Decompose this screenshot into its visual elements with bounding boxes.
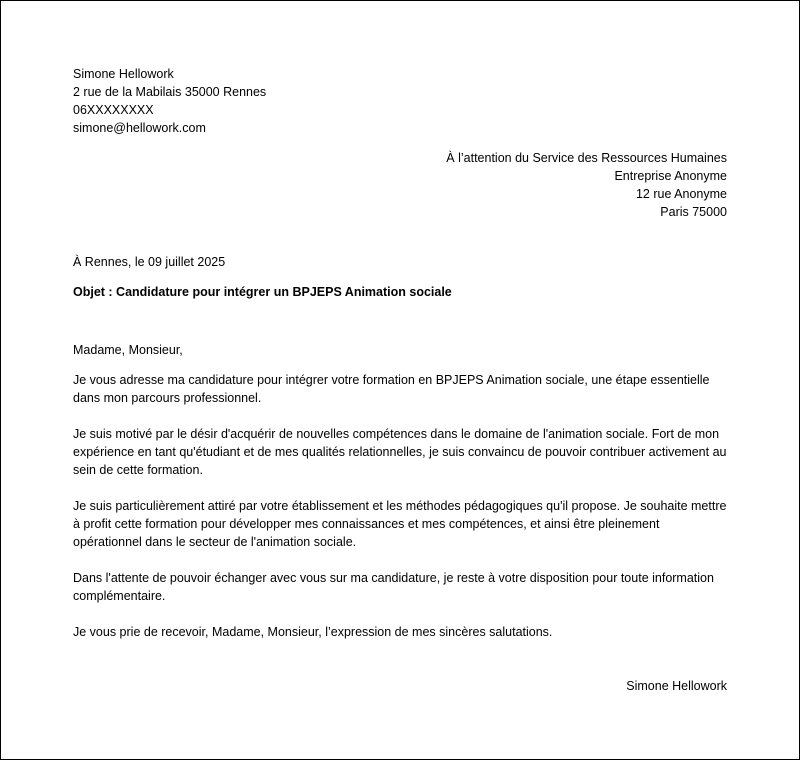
recipient-company: Entreprise Anonyme [614,169,727,183]
letter-body [73,371,729,659]
sender-name: Simone Hellowork [73,67,174,81]
letter-subject: Objet : Candidature pour intégrer un BPJEPS Animation sociale [73,285,452,299]
sender-address: 2 rue de la Mabilais 35000 Rennes [73,85,267,99]
recipient-block [446,149,727,221]
sender-email: simone@hellowork.com [73,121,206,135]
body-paragraph: Je suis motivé par le désir d'acquérir de nouvelles compétences dans le domaine de l'animation sociale. Fort de mon expérience en tant qu'étudiant et de mes qualités relationnelles, je suis convaincu de pouvoir contribuer activement au sein de cette formation. [73,427,727,477]
body-paragraph: Je vous adresse ma candidature pour intégrer votre formation en BPJEPS Animation sociale, une étape essentielle dans mon parcours professionnel. [73,373,710,405]
body-paragraph: Je suis particulièrement attiré par votre établissement et les méthodes pédagogiques qu'il propose. Je souhaite mettre à profit cette formation pour développer mes connaissances et mes compétences, et ainsi être pleinement opérationnel dans le secteur de l'animation sociale. [73,499,727,549]
letter-date: À Rennes, le 09 juillet 2025 [73,255,226,269]
recipient-city: Paris 75000 [660,205,727,219]
letter-greeting: Madame, Monsieur, [73,343,183,357]
letter-signature: Simone Hellowork [626,679,727,693]
recipient-street: 12 rue Anonyme [635,187,727,201]
sender-block [73,65,266,137]
body-paragraph: Dans l'attente de pouvoir échanger avec vous sur ma candidature, je reste à votre disposition pour toute information complémentaire. [73,571,714,603]
recipient-attention: À l’attention du Service des Ressources Humaines [446,151,727,165]
sender-phone: 06XXXXXXXX [73,103,154,117]
body-paragraph: Je vous prie de recevoir, Madame, Monsieur, l’expression de mes sincères salutations. [73,625,553,639]
